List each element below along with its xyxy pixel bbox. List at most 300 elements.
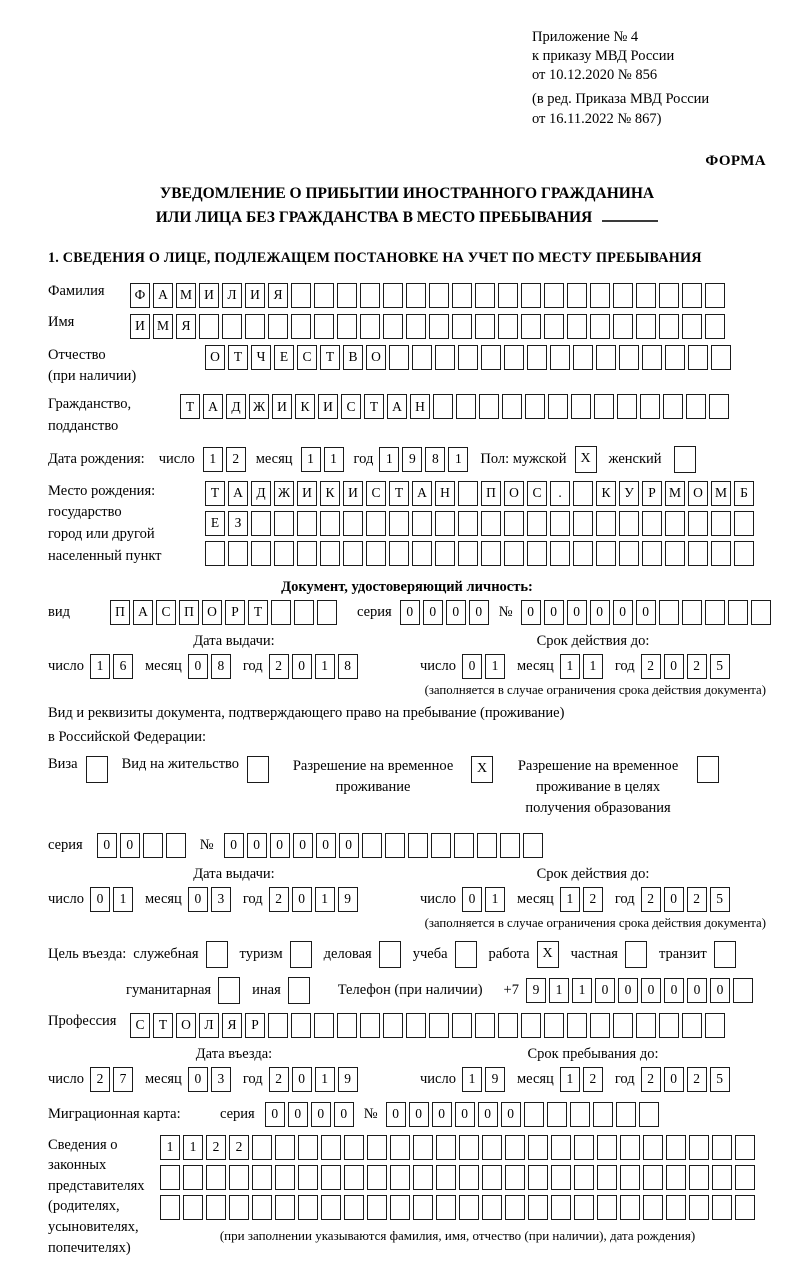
- form-cell[interactable]: [550, 345, 570, 370]
- form-cell[interactable]: [412, 511, 432, 536]
- purpose-business-checkbox[interactable]: [379, 941, 401, 968]
- form-cell[interactable]: [590, 283, 610, 308]
- form-cell[interactable]: [551, 1195, 571, 1220]
- form-cell[interactable]: [383, 314, 403, 339]
- form-cell[interactable]: [452, 283, 472, 308]
- form-cell[interactable]: [251, 511, 271, 536]
- form-cell[interactable]: [505, 1135, 525, 1160]
- form-cell[interactable]: [482, 1195, 502, 1220]
- form-cell[interactable]: [666, 1165, 686, 1190]
- form-cell[interactable]: И: [130, 314, 150, 339]
- form-cell[interactable]: 2: [583, 887, 603, 912]
- form-cell[interactable]: 0: [400, 600, 420, 625]
- form-cell[interactable]: [567, 1013, 587, 1038]
- form-cell[interactable]: Д: [251, 481, 271, 506]
- form-cell[interactable]: [433, 394, 453, 419]
- form-cell[interactable]: 1: [448, 447, 468, 472]
- form-cell[interactable]: [314, 314, 334, 339]
- form-cell[interactable]: О: [205, 345, 225, 370]
- form-cell[interactable]: 2: [641, 654, 661, 679]
- form-cell[interactable]: [314, 283, 334, 308]
- form-cell[interactable]: 5: [710, 654, 730, 679]
- form-cell[interactable]: [643, 1135, 663, 1160]
- form-cell[interactable]: 0: [316, 833, 336, 858]
- form-cell[interactable]: Я: [268, 283, 288, 308]
- form-cell[interactable]: Т: [180, 394, 200, 419]
- form-cell[interactable]: О: [688, 481, 708, 506]
- form-cell[interactable]: [689, 1135, 709, 1160]
- form-cell[interactable]: [367, 1165, 387, 1190]
- form-cell[interactable]: 0: [90, 887, 110, 912]
- form-cell[interactable]: [458, 345, 478, 370]
- form-cell[interactable]: 3: [211, 887, 231, 912]
- form-cell[interactable]: К: [320, 481, 340, 506]
- form-cell[interactable]: [544, 1013, 564, 1038]
- form-cell[interactable]: 1: [560, 1067, 580, 1092]
- form-cell[interactable]: [459, 1165, 479, 1190]
- form-cell[interactable]: 0: [188, 887, 208, 912]
- form-cell[interactable]: [688, 541, 708, 566]
- form-cell[interactable]: [597, 1135, 617, 1160]
- form-cell[interactable]: [412, 345, 432, 370]
- form-cell[interactable]: [643, 1195, 663, 1220]
- form-cell[interactable]: [733, 978, 753, 1003]
- form-cell[interactable]: [666, 1135, 686, 1160]
- form-cell[interactable]: 9: [402, 447, 422, 472]
- form-cell[interactable]: [475, 314, 495, 339]
- form-cell[interactable]: Т: [228, 345, 248, 370]
- form-cell[interactable]: 1: [315, 654, 335, 679]
- form-cell[interactable]: 1: [301, 447, 321, 472]
- form-cell[interactable]: [321, 1195, 341, 1220]
- form-cell[interactable]: [337, 1013, 357, 1038]
- form-cell[interactable]: 9: [338, 1067, 358, 1092]
- form-cell[interactable]: [229, 1165, 249, 1190]
- form-cell[interactable]: [199, 314, 219, 339]
- form-cell[interactable]: [366, 511, 386, 536]
- form-cell[interactable]: [619, 511, 639, 536]
- form-cell[interactable]: [383, 1013, 403, 1038]
- form-cell[interactable]: [705, 1013, 725, 1038]
- form-cell[interactable]: П: [179, 600, 199, 625]
- form-cell[interactable]: [390, 1135, 410, 1160]
- form-cell[interactable]: [413, 1195, 433, 1220]
- form-cell[interactable]: [436, 1135, 456, 1160]
- purpose-humanitarian-checkbox[interactable]: [218, 977, 240, 1004]
- form-cell[interactable]: 2: [269, 1067, 289, 1092]
- purpose-work-checkbox[interactable]: X: [537, 941, 559, 968]
- form-cell[interactable]: 0: [288, 1102, 308, 1127]
- form-cell[interactable]: [659, 1013, 679, 1038]
- form-cell[interactable]: [390, 1195, 410, 1220]
- form-cell[interactable]: 2: [269, 887, 289, 912]
- form-cell[interactable]: Т: [364, 394, 384, 419]
- form-cell[interactable]: 0: [97, 833, 117, 858]
- form-cell[interactable]: [435, 541, 455, 566]
- form-cell[interactable]: [183, 1195, 203, 1220]
- form-cell[interactable]: [524, 1102, 544, 1127]
- form-cell[interactable]: [735, 1195, 755, 1220]
- form-cell[interactable]: [294, 600, 314, 625]
- form-cell[interactable]: [337, 314, 357, 339]
- form-cell[interactable]: 2: [687, 887, 707, 912]
- form-cell[interactable]: [389, 345, 409, 370]
- form-cell[interactable]: 1: [315, 1067, 335, 1092]
- form-cell[interactable]: 1: [324, 447, 344, 472]
- purpose-private-checkbox[interactable]: [625, 941, 647, 968]
- form-cell[interactable]: [498, 1013, 518, 1038]
- form-cell[interactable]: [458, 511, 478, 536]
- form-cell[interactable]: [523, 833, 543, 858]
- form-cell[interactable]: 0: [432, 1102, 452, 1127]
- temp-residence-checkbox[interactable]: X: [471, 756, 493, 783]
- form-cell[interactable]: [504, 541, 524, 566]
- form-cell[interactable]: Н: [410, 394, 430, 419]
- form-cell[interactable]: [639, 1102, 659, 1127]
- form-cell[interactable]: [712, 1195, 732, 1220]
- form-cell[interactable]: [367, 1135, 387, 1160]
- form-cell[interactable]: [682, 283, 702, 308]
- form-cell[interactable]: [613, 314, 633, 339]
- form-cell[interactable]: 0: [469, 600, 489, 625]
- form-cell[interactable]: [734, 511, 754, 536]
- form-cell[interactable]: Р: [225, 600, 245, 625]
- form-cell[interactable]: [291, 283, 311, 308]
- form-cell[interactable]: 1: [583, 654, 603, 679]
- form-cell[interactable]: [527, 345, 547, 370]
- purpose-transit-checkbox[interactable]: [714, 941, 736, 968]
- form-cell[interactable]: Т: [153, 1013, 173, 1038]
- form-cell[interactable]: 0: [292, 887, 312, 912]
- form-cell[interactable]: [482, 1165, 502, 1190]
- form-cell[interactable]: [550, 511, 570, 536]
- form-cell[interactable]: 8: [425, 447, 445, 472]
- form-cell[interactable]: А: [153, 283, 173, 308]
- form-cell[interactable]: 0: [544, 600, 564, 625]
- form-cell[interactable]: 1: [549, 978, 569, 1003]
- form-cell[interactable]: 8: [338, 654, 358, 679]
- form-cell[interactable]: [298, 1135, 318, 1160]
- form-cell[interactable]: Р: [245, 1013, 265, 1038]
- form-cell[interactable]: [711, 541, 731, 566]
- form-cell[interactable]: [666, 1195, 686, 1220]
- form-cell[interactable]: [390, 1165, 410, 1190]
- form-cell[interactable]: [459, 1135, 479, 1160]
- form-cell[interactable]: [291, 314, 311, 339]
- form-cell[interactable]: [452, 314, 472, 339]
- form-cell[interactable]: 2: [206, 1135, 226, 1160]
- form-cell[interactable]: [344, 1165, 364, 1190]
- form-cell[interactable]: [385, 833, 405, 858]
- form-cell[interactable]: [573, 481, 593, 506]
- form-cell[interactable]: [665, 511, 685, 536]
- form-cell[interactable]: [616, 1102, 636, 1127]
- form-cell[interactable]: [360, 1013, 380, 1038]
- form-cell[interactable]: [475, 283, 495, 308]
- form-cell[interactable]: [435, 511, 455, 536]
- form-cell[interactable]: О: [202, 600, 222, 625]
- form-cell[interactable]: [498, 314, 518, 339]
- form-cell[interactable]: [458, 481, 478, 506]
- form-cell[interactable]: 9: [485, 1067, 505, 1092]
- form-cell[interactable]: [504, 345, 524, 370]
- form-cell[interactable]: [498, 283, 518, 308]
- form-cell[interactable]: 0: [247, 833, 267, 858]
- form-cell[interactable]: [574, 1135, 594, 1160]
- form-cell[interactable]: [367, 1195, 387, 1220]
- form-cell[interactable]: 2: [641, 887, 661, 912]
- form-cell[interactable]: 0: [501, 1102, 521, 1127]
- form-cell[interactable]: [712, 1135, 732, 1160]
- form-cell[interactable]: [291, 1013, 311, 1038]
- form-cell[interactable]: Я: [222, 1013, 242, 1038]
- form-cell[interactable]: [408, 833, 428, 858]
- form-cell[interactable]: И: [199, 283, 219, 308]
- form-cell[interactable]: [705, 283, 725, 308]
- form-cell[interactable]: [659, 314, 679, 339]
- form-cell[interactable]: [573, 541, 593, 566]
- form-cell[interactable]: [528, 1195, 548, 1220]
- form-cell[interactable]: [527, 511, 547, 536]
- form-cell[interactable]: [709, 394, 729, 419]
- form-cell[interactable]: [298, 1165, 318, 1190]
- form-cell[interactable]: [360, 283, 380, 308]
- form-cell[interactable]: 5: [710, 887, 730, 912]
- form-cell[interactable]: [728, 600, 748, 625]
- form-cell[interactable]: И: [245, 283, 265, 308]
- form-cell[interactable]: Т: [205, 481, 225, 506]
- form-cell[interactable]: [617, 394, 637, 419]
- form-cell[interactable]: 0: [188, 1067, 208, 1092]
- form-cell[interactable]: [297, 541, 317, 566]
- form-cell[interactable]: [642, 345, 662, 370]
- form-cell[interactable]: 9: [526, 978, 546, 1003]
- form-cell[interactable]: Л: [222, 283, 242, 308]
- form-cell[interactable]: [435, 345, 455, 370]
- form-cell[interactable]: 2: [90, 1067, 110, 1092]
- form-cell[interactable]: [251, 541, 271, 566]
- form-cell[interactable]: [454, 833, 474, 858]
- form-cell[interactable]: [366, 541, 386, 566]
- form-cell[interactable]: 0: [293, 833, 313, 858]
- form-cell[interactable]: [252, 1165, 272, 1190]
- form-cell[interactable]: [413, 1135, 433, 1160]
- form-cell[interactable]: [705, 600, 725, 625]
- form-cell[interactable]: [551, 1165, 571, 1190]
- form-cell[interactable]: [570, 1102, 590, 1127]
- form-cell[interactable]: 2: [583, 1067, 603, 1092]
- purpose-other-checkbox[interactable]: [288, 977, 310, 1004]
- form-cell[interactable]: [317, 600, 337, 625]
- form-cell[interactable]: Ч: [251, 345, 271, 370]
- form-cell[interactable]: 1: [560, 887, 580, 912]
- form-cell[interactable]: 3: [211, 1067, 231, 1092]
- form-cell[interactable]: 1: [160, 1135, 180, 1160]
- form-cell[interactable]: [590, 314, 610, 339]
- form-cell[interactable]: [682, 1013, 702, 1038]
- form-cell[interactable]: [574, 1195, 594, 1220]
- form-cell[interactable]: [389, 541, 409, 566]
- form-cell[interactable]: [636, 283, 656, 308]
- form-cell[interactable]: [620, 1195, 640, 1220]
- form-cell[interactable]: [413, 1165, 433, 1190]
- form-cell[interactable]: [544, 283, 564, 308]
- form-cell[interactable]: [548, 394, 568, 419]
- form-cell[interactable]: [436, 1165, 456, 1190]
- form-cell[interactable]: [571, 394, 591, 419]
- purpose-official-checkbox[interactable]: [206, 941, 228, 968]
- form-cell[interactable]: С: [156, 600, 176, 625]
- form-cell[interactable]: [344, 1195, 364, 1220]
- form-cell[interactable]: [271, 600, 291, 625]
- form-cell[interactable]: [431, 833, 451, 858]
- form-cell[interactable]: Т: [248, 600, 268, 625]
- form-cell[interactable]: 0: [409, 1102, 429, 1127]
- form-cell[interactable]: Ж: [249, 394, 269, 419]
- form-cell[interactable]: [505, 1165, 525, 1190]
- form-cell[interactable]: 2: [687, 1067, 707, 1092]
- form-cell[interactable]: А: [387, 394, 407, 419]
- form-cell[interactable]: [573, 345, 593, 370]
- form-cell[interactable]: И: [272, 394, 292, 419]
- form-cell[interactable]: [527, 541, 547, 566]
- residence-permit-checkbox[interactable]: [247, 756, 269, 783]
- form-cell[interactable]: [479, 394, 499, 419]
- form-cell[interactable]: 0: [188, 654, 208, 679]
- form-cell[interactable]: [686, 394, 706, 419]
- form-cell[interactable]: [682, 600, 702, 625]
- form-cell[interactable]: 0: [423, 600, 443, 625]
- form-cell[interactable]: С: [297, 345, 317, 370]
- sex-male-checkbox[interactable]: X: [575, 446, 597, 473]
- form-cell[interactable]: 0: [386, 1102, 406, 1127]
- form-cell[interactable]: Н: [435, 481, 455, 506]
- form-cell[interactable]: [642, 541, 662, 566]
- form-cell[interactable]: [160, 1165, 180, 1190]
- form-cell[interactable]: 0: [334, 1102, 354, 1127]
- form-cell[interactable]: [663, 394, 683, 419]
- form-cell[interactable]: М: [665, 481, 685, 506]
- form-cell[interactable]: [166, 833, 186, 858]
- form-cell[interactable]: 2: [229, 1135, 249, 1160]
- form-cell[interactable]: [665, 541, 685, 566]
- form-cell[interactable]: О: [176, 1013, 196, 1038]
- form-cell[interactable]: [275, 1165, 295, 1190]
- form-cell[interactable]: [643, 1165, 663, 1190]
- form-cell[interactable]: [597, 1165, 617, 1190]
- form-cell[interactable]: 0: [590, 600, 610, 625]
- form-cell[interactable]: [275, 1135, 295, 1160]
- form-cell[interactable]: [482, 1135, 502, 1160]
- form-cell[interactable]: [275, 1195, 295, 1220]
- form-cell[interactable]: [429, 314, 449, 339]
- form-cell[interactable]: З: [228, 511, 248, 536]
- form-cell[interactable]: [636, 1013, 656, 1038]
- form-cell[interactable]: [320, 541, 340, 566]
- visa-checkbox[interactable]: [86, 756, 108, 783]
- form-cell[interactable]: [252, 1195, 272, 1220]
- form-cell[interactable]: [636, 314, 656, 339]
- form-cell[interactable]: [252, 1135, 272, 1160]
- form-cell[interactable]: 1: [485, 654, 505, 679]
- form-cell[interactable]: [206, 1165, 226, 1190]
- form-cell[interactable]: 0: [311, 1102, 331, 1127]
- form-cell[interactable]: К: [596, 481, 616, 506]
- form-cell[interactable]: [500, 833, 520, 858]
- form-cell[interactable]: [481, 345, 501, 370]
- form-cell[interactable]: 0: [292, 1067, 312, 1092]
- form-cell[interactable]: [597, 1195, 617, 1220]
- form-cell[interactable]: [344, 1135, 364, 1160]
- form-cell[interactable]: 0: [641, 978, 661, 1003]
- form-cell[interactable]: [412, 541, 432, 566]
- form-cell[interactable]: П: [481, 481, 501, 506]
- form-cell[interactable]: [143, 833, 163, 858]
- form-cell[interactable]: [160, 1195, 180, 1220]
- form-cell[interactable]: 0: [478, 1102, 498, 1127]
- form-cell[interactable]: [594, 394, 614, 419]
- form-cell[interactable]: [406, 1013, 426, 1038]
- form-cell[interactable]: 1: [90, 654, 110, 679]
- form-cell[interactable]: 1: [560, 654, 580, 679]
- form-cell[interactable]: [362, 833, 382, 858]
- form-cell[interactable]: [751, 600, 771, 625]
- form-cell[interactable]: 0: [446, 600, 466, 625]
- form-cell[interactable]: [593, 1102, 613, 1127]
- form-cell[interactable]: [383, 283, 403, 308]
- form-cell[interactable]: [321, 1165, 341, 1190]
- form-cell[interactable]: [711, 511, 731, 536]
- form-cell[interactable]: [642, 511, 662, 536]
- form-cell[interactable]: 1: [315, 887, 335, 912]
- form-cell[interactable]: [659, 283, 679, 308]
- form-cell[interactable]: [528, 1135, 548, 1160]
- form-cell[interactable]: 0: [224, 833, 244, 858]
- form-cell[interactable]: Я: [176, 314, 196, 339]
- form-cell[interactable]: 0: [687, 978, 707, 1003]
- form-cell[interactable]: [436, 1195, 456, 1220]
- form-cell[interactable]: [320, 511, 340, 536]
- form-cell[interactable]: 1: [203, 447, 223, 472]
- purpose-study-checkbox[interactable]: [455, 941, 477, 968]
- form-cell[interactable]: [314, 1013, 334, 1038]
- form-cell[interactable]: 0: [664, 978, 684, 1003]
- form-cell[interactable]: [274, 541, 294, 566]
- form-cell[interactable]: [525, 394, 545, 419]
- form-cell[interactable]: [452, 1013, 472, 1038]
- form-cell[interactable]: [528, 1165, 548, 1190]
- form-cell[interactable]: [596, 541, 616, 566]
- form-cell[interactable]: [620, 1165, 640, 1190]
- form-cell[interactable]: К: [295, 394, 315, 419]
- form-cell[interactable]: [274, 511, 294, 536]
- form-cell[interactable]: [551, 1135, 571, 1160]
- form-cell[interactable]: [429, 283, 449, 308]
- purpose-tourism-checkbox[interactable]: [290, 941, 312, 968]
- form-cell[interactable]: Т: [389, 481, 409, 506]
- form-cell[interactable]: 7: [113, 1067, 133, 1092]
- form-cell[interactable]: С: [130, 1013, 150, 1038]
- form-cell[interactable]: [389, 511, 409, 536]
- form-cell[interactable]: 1: [462, 1067, 482, 1092]
- form-cell[interactable]: [458, 541, 478, 566]
- form-cell[interactable]: [689, 1195, 709, 1220]
- form-cell[interactable]: 0: [664, 887, 684, 912]
- form-cell[interactable]: [406, 283, 426, 308]
- form-cell[interactable]: А: [412, 481, 432, 506]
- form-cell[interactable]: О: [504, 481, 524, 506]
- form-cell[interactable]: [245, 314, 265, 339]
